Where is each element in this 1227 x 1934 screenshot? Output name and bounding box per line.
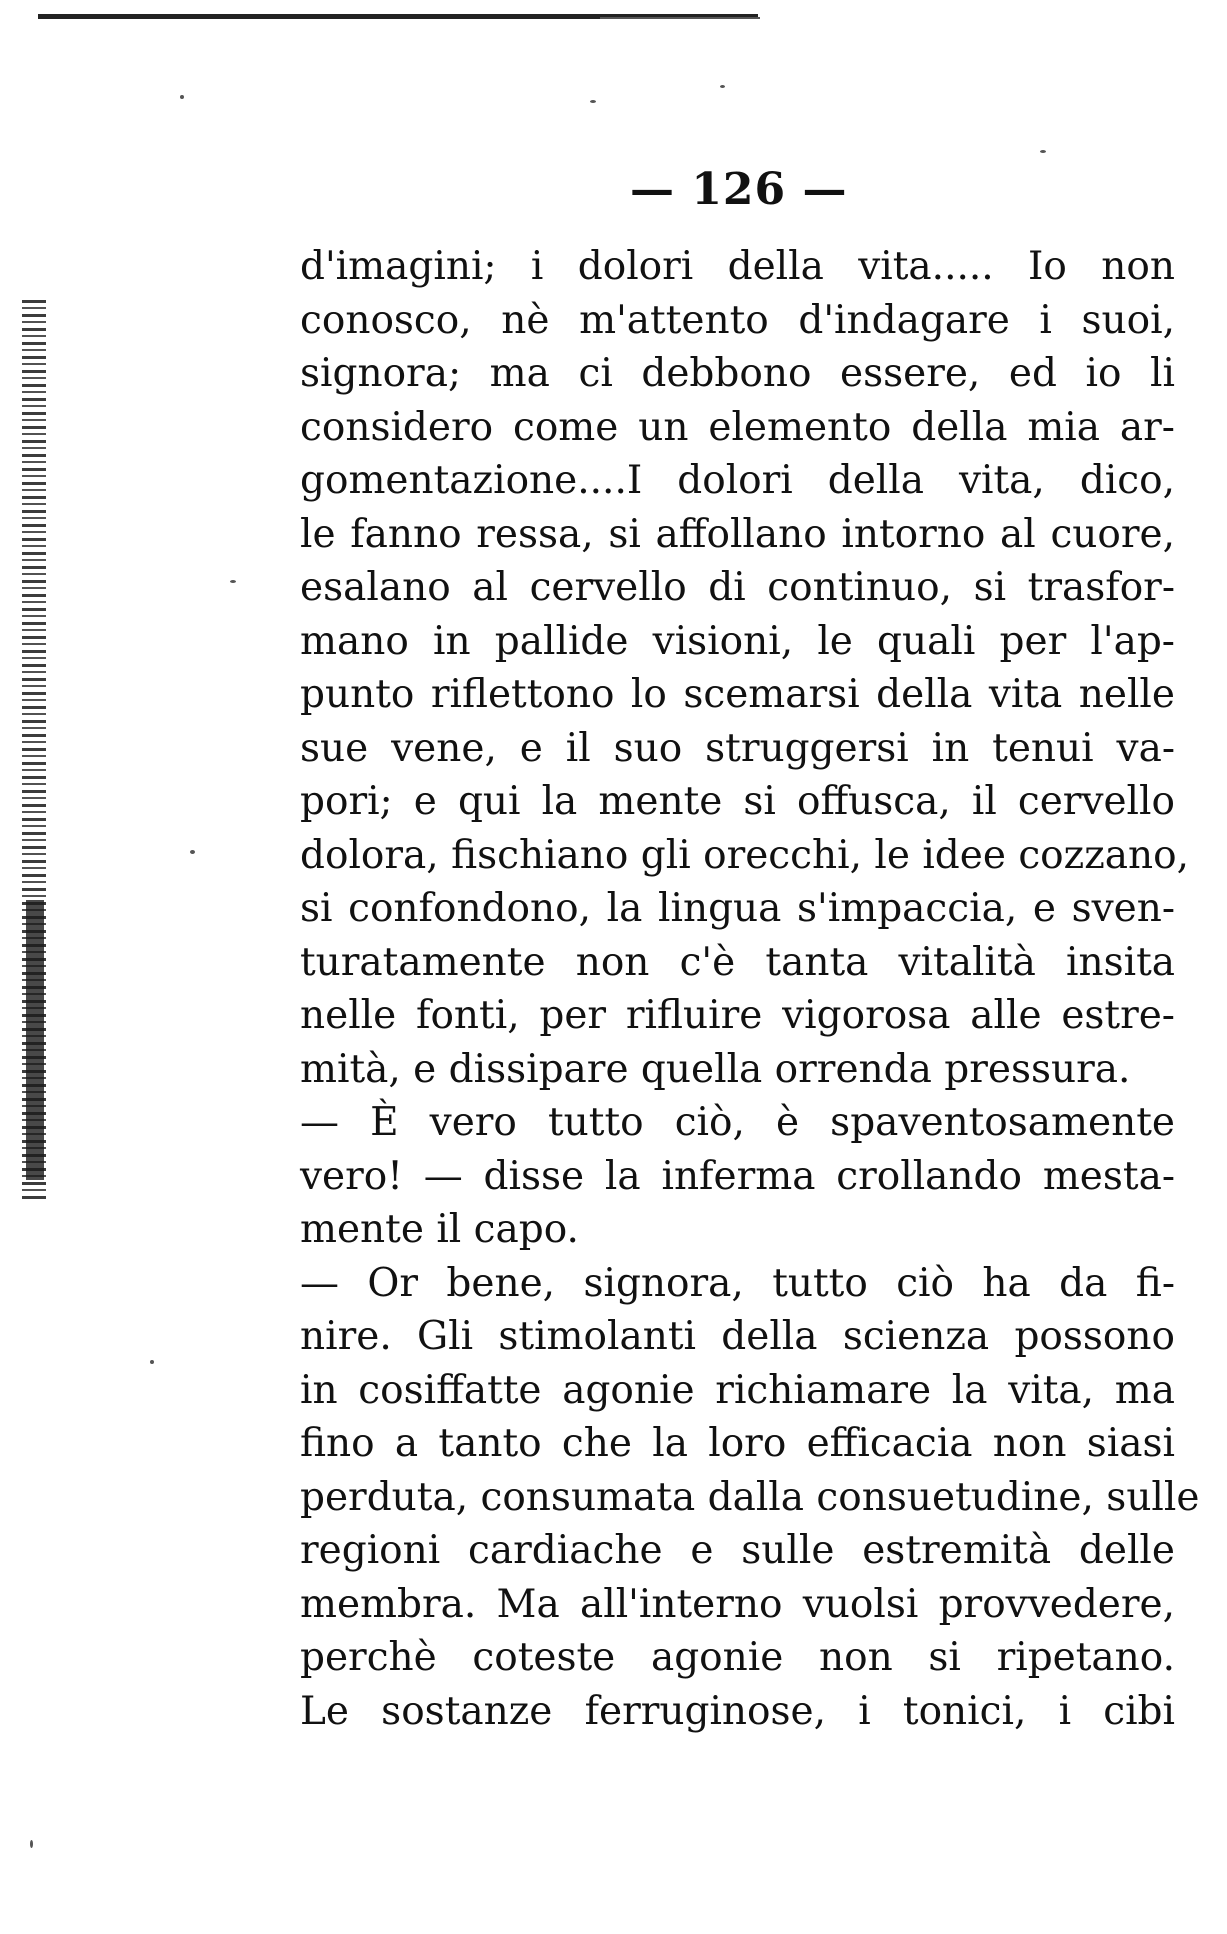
- text-line: vero! — disse la inferma crollando mesta-: [300, 1153, 1175, 1199]
- text-line: in cosiffatte agonie richiamare la vita, ma: [300, 1367, 1175, 1413]
- text-line: punto riflettono lo scemarsi della vita nelle: [300, 672, 1175, 717]
- print-speck: [190, 850, 195, 854]
- text-line: regioni cardiache e sulle estremità delle: [300, 1528, 1175, 1573]
- text-line: signora; ma ci debbono essere, ed io li: [300, 351, 1175, 396]
- text-line: Le sostanze ferruginose, i tonici, i cibi: [300, 1688, 1175, 1734]
- print-speck: [1040, 150, 1046, 153]
- text-line: conosco, nè m'attento d'indagare i suoi,: [300, 297, 1175, 343]
- text-line: dolora, fischiano gli orecchi, le idee cozzano,: [300, 832, 1189, 878]
- text-line: esalano al cervello di continuo, si trasfor-: [300, 565, 1175, 610]
- top-border-rule-fade: [600, 17, 760, 19]
- text-line: perchè coteste agonie non si ripetano.: [300, 1635, 1175, 1680]
- body-text: [300, 240, 1200, 1738]
- text-line: nire. Gli stimolanti della scienza possono: [300, 1314, 1175, 1359]
- text-line: si confondono, la lingua s'impaccia, e sven-: [300, 886, 1175, 931]
- text-line: perduta, consumata dalla consuetudine, sulle: [300, 1474, 1200, 1520]
- text-line: — È vero tutto ciò, è spaventosamente: [300, 1100, 1175, 1145]
- text-line: mità, e dissipare quella orrenda pressura.: [300, 1046, 1131, 1092]
- text-line: pori; e qui la mente si offusca, il cervello: [300, 779, 1175, 824]
- print-speck: [230, 580, 236, 583]
- print-speck: [150, 1360, 154, 1364]
- print-speck: [30, 1840, 33, 1848]
- print-speck: [590, 100, 596, 103]
- text-line: fino a tanto che la loro efficacia non siasi: [300, 1421, 1175, 1466]
- page-binding-shadow: [26, 900, 44, 1180]
- text-line: — Or bene, signora, tutto ciò ha da fi-: [300, 1260, 1175, 1306]
- text-line: membra. Ma all'interno vuolsi provvedere,: [300, 1581, 1175, 1627]
- text-line: mente il capo.: [300, 1207, 579, 1252]
- page-number: — 126 —: [630, 164, 848, 215]
- text-line: gomentazione....I dolori della vita, dico,: [300, 458, 1175, 503]
- text-line: d'imagini; i dolori della vita..... Io non: [300, 244, 1175, 289]
- text-line: considero come un elemento della mia ar-: [300, 404, 1175, 450]
- text-line: turatamente non c'è tanta vitalità insita: [300, 939, 1175, 985]
- print-speck: [720, 85, 725, 88]
- print-speck: [180, 95, 184, 99]
- text-line: sue vene, e il suo struggersi in tenui va-: [300, 725, 1175, 771]
- text-line: mano in pallide visioni, le quali per l'ap-: [300, 618, 1175, 664]
- text-line: le fanno ressa, si affollano intorno al cuore,: [300, 511, 1175, 557]
- text-line: nelle fonti, per rifluire vigorosa alle estre-: [300, 993, 1175, 1038]
